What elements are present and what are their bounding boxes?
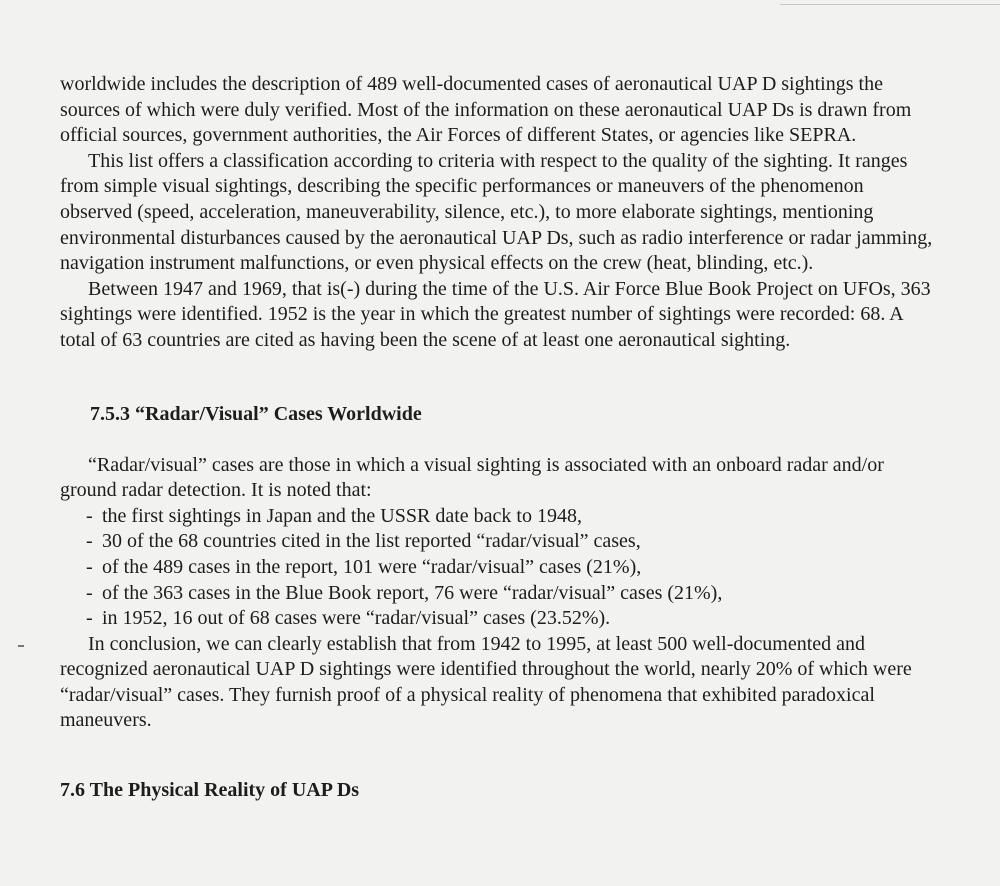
- list-item: - 30 of the 68 countries cited in the list reported “radar/visual” cases,: [86, 529, 940, 555]
- list-item: - of the 363 cases in the Blue Book report, 76 were “radar/visual” cases (21%),: [86, 581, 940, 607]
- list-item: - in 1952, 16 out of 68 cases were “radar/visual” cases (23.52%).: [86, 606, 940, 632]
- section-heading-7-6: 7.6 The Physical Reality of UAP Ds: [60, 779, 360, 802]
- findings-list: [60, 504, 940, 632]
- list-item: - the first sightings in Japan and the USSR date back to 1948,: [86, 504, 940, 530]
- page-top-rule: [780, 4, 1000, 5]
- paragraph-continued: worldwide includes the description of 489 well-documented cases of aeronautical UAP D sightings the sources of which were duly verified. Most of the information on these aeronautical UAP Ds is drawn from official sources, government authorities, the Air Forces of different States, or agencies like SEPRA.: [60, 73, 912, 147]
- section-heading-7-5-3: 7.5.3 “Radar/Visual” Cases Worldwide: [90, 402, 422, 425]
- paragraph-conclusion: In conclusion, we can clearly establish that from 1942 to 1995, at least 500 well-documented and recognized aeronautical UAP D sightings were identified throughout the world, nearly 20% of which were “radar/visual” cases. They furnish proof of a physical reality of phenomena that exhibited paradoxical maneuvers.: [60, 632, 912, 732]
- paragraph-radar-visual-intro: “Radar/visual” cases are those in which a visual sighting is associated with an onboard radar and/or ground radar detection. It is noted that:: [60, 453, 884, 502]
- paragraph-blue-book: Between 1947 and 1969, that is(-) during the time of the U.S. Air Force Blue Book Project on UFOs, 363 sightings were identified. 1952 is the year in which the greatest number of sightings were recorded: 68. A total of 63 countries are cited as having been the scene of at least one aeronautical sighting.: [60, 277, 931, 351]
- paragraph-classification: This list offers a classification according to criteria with respect to the quality of the sighting. It ranges from simple visual sightings, describing the specific performances or maneuvers of the phenomenon observed (speed, acceleration, maneuverability, silence, etc.), to more elaborate sightings, mentioning environmental disturbances caused by the aeronautical UAP Ds, such as radio interference or radar jamming, navigation instrument malfunctions, or even physical effects on the crew (heat, blinding, etc.).: [60, 149, 933, 275]
- margin-mark: [18, 645, 24, 647]
- list-item: - of the 489 cases in the report, 101 were “radar/visual” cases (21%),: [86, 555, 940, 581]
- document-body: [60, 72, 940, 803]
